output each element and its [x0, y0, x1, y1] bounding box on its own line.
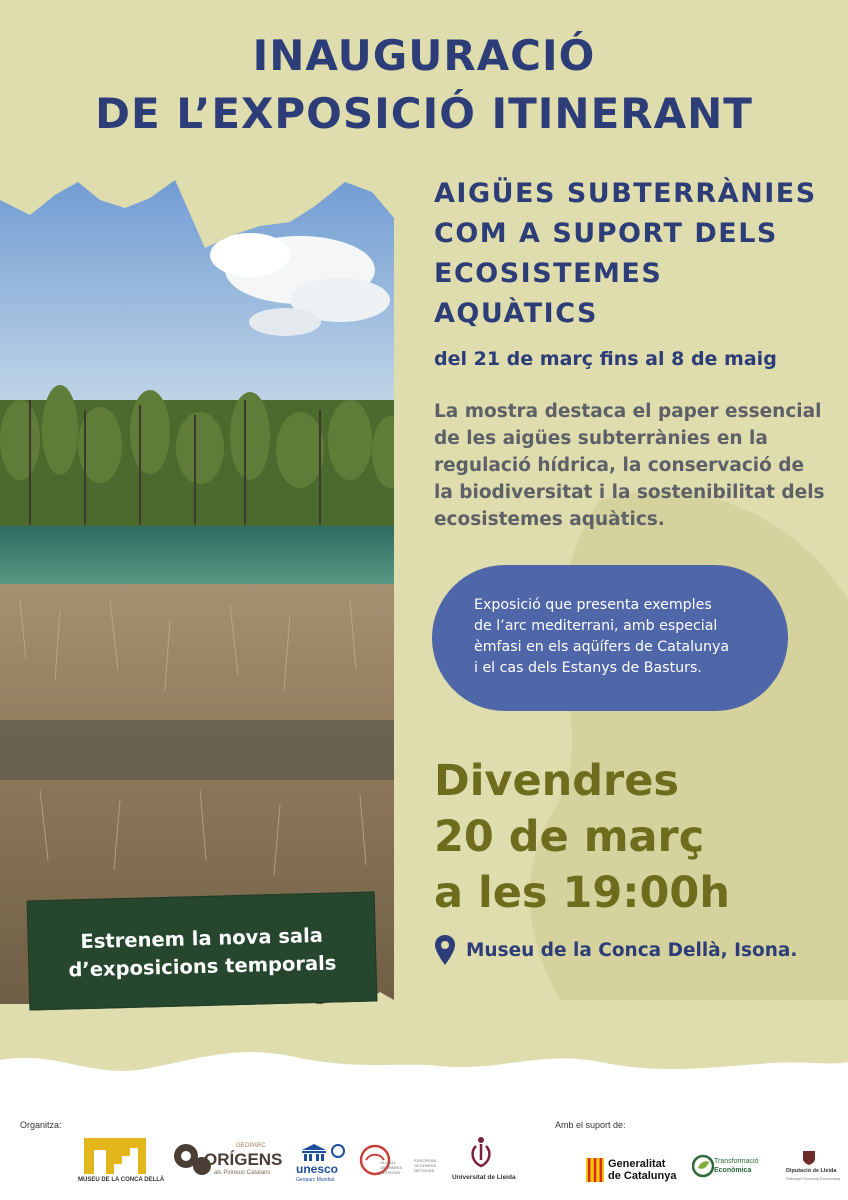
- pill-line: i el cas dels Estanys de Basturs.: [474, 660, 702, 676]
- description-line: ecosistemes aquàtics.: [434, 509, 665, 530]
- description-line: de les aigües subterrànies en la: [434, 428, 768, 449]
- event-location: Museu de la Conca Dellà, Isona.: [466, 940, 798, 961]
- generalitat-line: de Catalunya: [608, 1170, 677, 1182]
- info-pill: [432, 565, 788, 711]
- map-pin-icon: [434, 934, 456, 966]
- generalitat-logo-text: [608, 1158, 676, 1182]
- unesco-logo-sub: Geoparc Mundial: [296, 1177, 335, 1183]
- unesco-temple-icon: [296, 1142, 346, 1164]
- diputacio-logo-text: Diputació de Lleida: [786, 1168, 837, 1174]
- udl-emblem-icon: [466, 1136, 496, 1170]
- exhibition-title: [434, 174, 834, 334]
- egn-logo-text: EUROPEAN GEOPARKS NETWORK: [414, 1158, 437, 1173]
- exhibition-title-line: COM A SUPORT DELS: [434, 218, 778, 249]
- description-line: la biodiversitat i la sostenibilitat dels: [434, 482, 825, 503]
- event-date: 20 de març: [434, 812, 705, 862]
- new-gallery-banner: [27, 891, 378, 1010]
- event-day: Divendres: [434, 756, 679, 806]
- title-line-2: DE L’EXPOSICIÓ ITINERANT: [95, 89, 753, 138]
- diputacio-shield-icon: [802, 1150, 816, 1166]
- description-line: La mostra destaca el paper essencial: [434, 401, 822, 422]
- origens-logo-small: GEOPARC: [236, 1143, 266, 1149]
- exhibition-dates: del 21 de març fins al 8 de maig: [434, 348, 777, 370]
- pill-line: èmfasi en els aqüífers de Catalunya: [474, 639, 730, 655]
- exhibition-title-line: AQUÀTICS: [434, 298, 598, 329]
- landscape-photo: [0, 0, 400, 1010]
- museu-logo-text: MUSEU DE LA CONCA DELLÀ: [78, 1177, 165, 1183]
- diputacio-logo-sub: Patronat Promoció Econòmica: [786, 1176, 841, 1181]
- origens-logo-text: ORÍGENS: [204, 1150, 283, 1169]
- transformacio-logo-text: [714, 1157, 758, 1175]
- transformacio-leaf-icon: [692, 1154, 714, 1178]
- support-label: Amb el suport de:: [555, 1120, 626, 1130]
- generalitat-line: Generalitat: [608, 1158, 666, 1170]
- banner-line: Estrenem la nova sala: [80, 923, 324, 954]
- origens-logo-sub: als Pirineus Catalans: [214, 1170, 271, 1176]
- unesco-logo-text: unesco: [296, 1162, 339, 1176]
- description-line: regulació hídrica, la conservació de: [434, 455, 805, 476]
- banner-text: [28, 920, 375, 985]
- ggn-logo-text: GLOBAL GEOPARKS NETWORK: [380, 1160, 403, 1175]
- exhibition-title-line: ECOSISTEMES: [434, 258, 663, 289]
- transformacio-line: Econòmica: [714, 1167, 752, 1174]
- museu-logo-mark: [84, 1138, 146, 1174]
- udl-logo-text: Universitat de Lleida: [452, 1174, 516, 1181]
- event-time: a les 19:00h: [434, 868, 730, 918]
- organizer-label: Organitza:: [20, 1120, 62, 1130]
- banner-line: d’exposicions temporals: [68, 951, 337, 982]
- pill-line: de l’arc mediterrani, amb especial: [474, 618, 718, 634]
- title-line-1: INAUGURACIÓ: [252, 31, 596, 80]
- exhibition-title-line: AIGÜES SUBTERRÀNIES: [434, 178, 817, 209]
- footer-background: [0, 1040, 848, 1200]
- pill-line: Exposició que presenta exemples: [474, 597, 712, 613]
- transformacio-line: Transformació: [714, 1158, 759, 1165]
- info-pill-text: [474, 595, 764, 679]
- exhibition-description: [434, 398, 834, 533]
- generalitat-flag-icon: [586, 1158, 604, 1182]
